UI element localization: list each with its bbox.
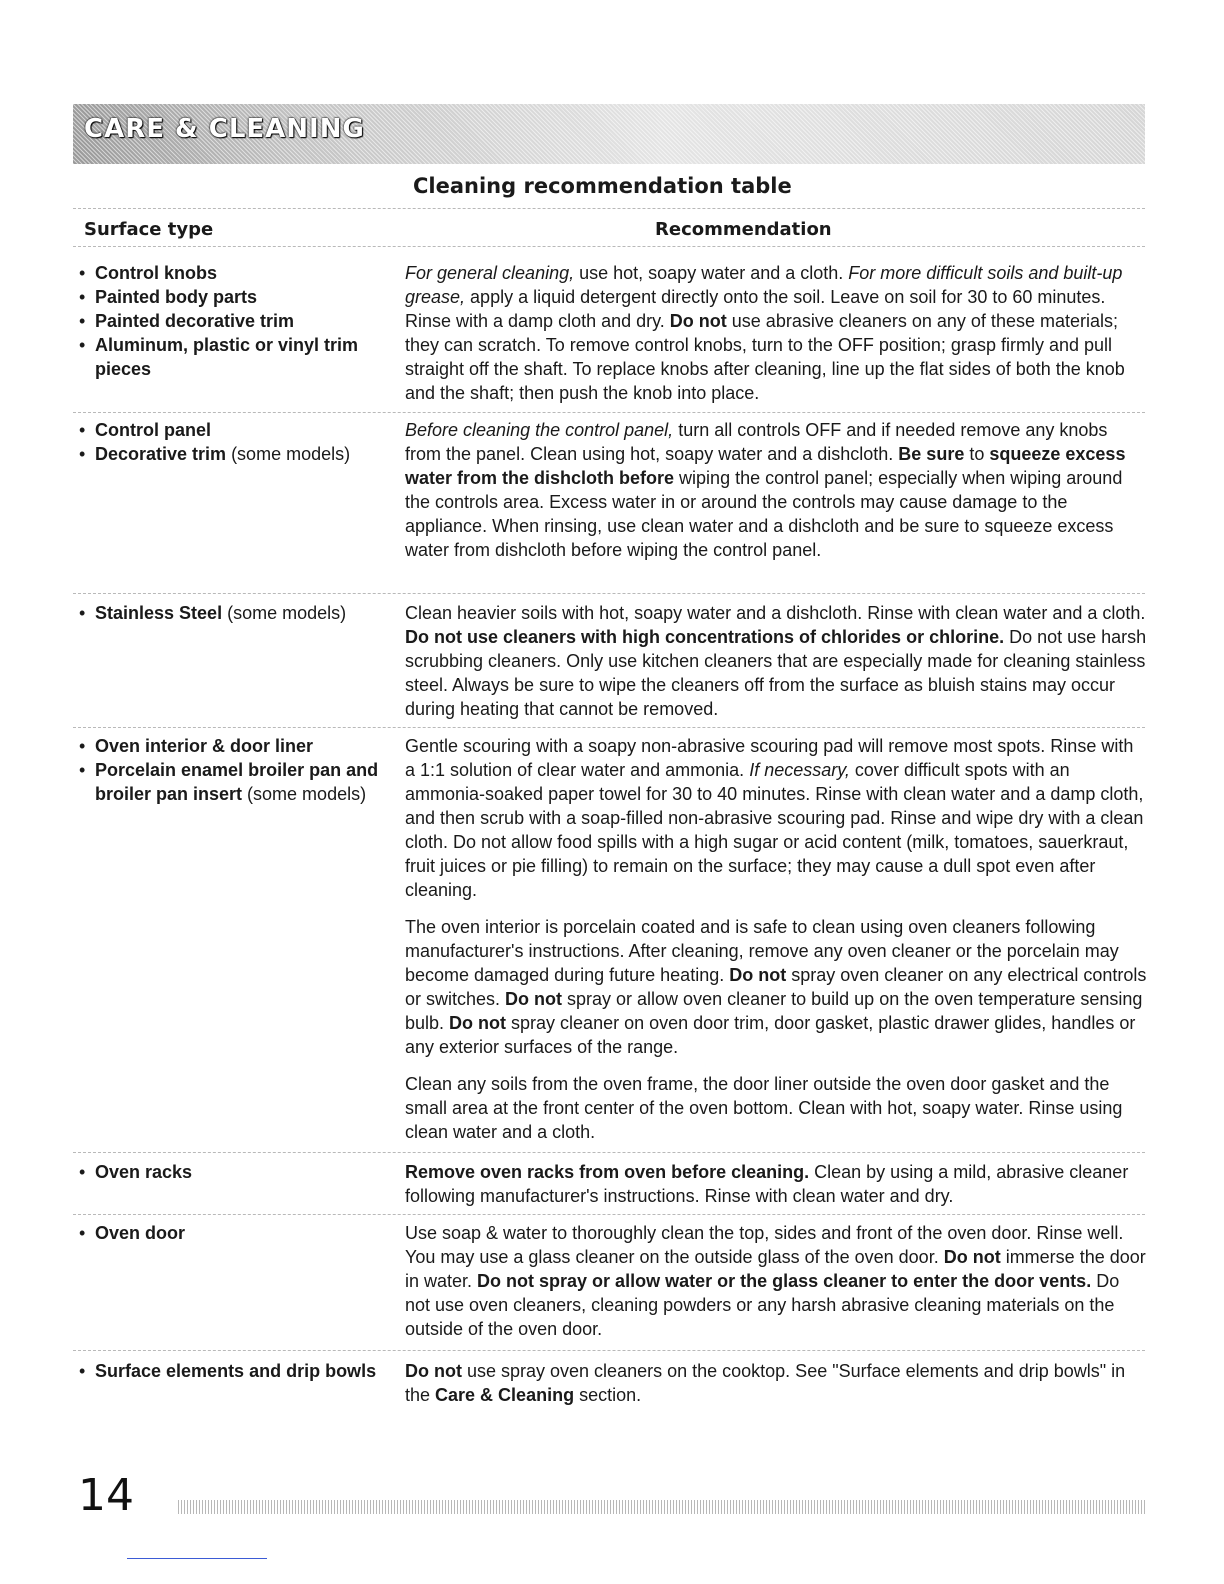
recommendation-paragraph [405, 418, 1147, 562]
surface-name: Control knobs [95, 263, 217, 283]
body-text: Gentle scouring with a soapy non-abrasive scouring pad will remove most spots. Rinse with a 1:1 solution of clear water and ammonia. [405, 736, 1134, 780]
recommendation-cell [405, 1221, 1147, 1341]
footer-bar [178, 1500, 1145, 1514]
emphasis-text: Do not [943, 1247, 1001, 1267]
surface-item [79, 1221, 399, 1245]
divider [73, 1350, 1145, 1351]
body-text: use abrasive cleaners on any of these materials; they can scratch. To remove control knobs, turn to the OFF position; grasp firmly and pull straight off the shaft. To replace knobs after cleaning, line up the flat sides of both the knob and the shaft; then push the knob into place. [405, 311, 1125, 403]
emphasis-text: Be sure [898, 444, 965, 464]
recommendation-paragraph [405, 261, 1147, 405]
recommendation-paragraph [405, 1359, 1147, 1407]
surface-name: Painted body parts [95, 287, 258, 307]
recommendation-paragraph [405, 1160, 1147, 1208]
divider [73, 593, 1145, 594]
surface-item [79, 1160, 399, 1184]
surface-name: Oven interior & door liner [95, 736, 314, 756]
emphasis-text: Care & Cleaning [435, 1385, 575, 1405]
surface-list [79, 261, 399, 381]
surface-list [79, 1221, 399, 1245]
body-text: to [964, 444, 990, 464]
surface-item [79, 261, 399, 285]
surface-list [79, 1160, 399, 1184]
emphasis-text: Do not use cleaners with high concentrations of chlorides or chlorine. [405, 627, 1005, 647]
recommendation-cell [405, 734, 1147, 1144]
recommendation-cell [405, 1160, 1147, 1208]
link-underline [127, 1558, 267, 1559]
surface-item [79, 442, 399, 466]
emphasis-text: Do not [405, 1361, 462, 1381]
surface-item [79, 309, 399, 333]
surface-item [79, 601, 399, 625]
body-text: turn all controls OFF and if needed remove any knobs from the panel. Clean using hot, soapy water and a dishcloth. [405, 420, 1108, 464]
body-text: Do not use harsh scrubbing cleaners. Only use kitchen cleaners that are especially made for cleaning stainless steel. Always be sure to wipe the cleaners off from the surface as bluish stains may occur during heating that cannot be removed. [405, 627, 1147, 719]
surface-note: (some models) [242, 784, 367, 804]
surface-item [79, 758, 399, 806]
recommendation-paragraph [405, 1072, 1147, 1144]
emphasis-text: squeeze excess water from the dishcloth before [405, 444, 1126, 488]
italic-text: Before cleaning the control panel, [405, 420, 674, 440]
divider [73, 1152, 1145, 1153]
recommendation-paragraph [405, 1221, 1147, 1341]
body-text: section. [574, 1385, 642, 1405]
body-text: cover difficult spots with an ammonia-soaked paper towel for 30 to 40 minutes. Rinse with clean water and a damp cloth, and then scrub with a soap-filled non-abrasive scouring pad. Rinse and wipe dry with a clean cloth. Do not allow food spills with a high sugar or acid content (milk, tomatoes, sauerkraut, fruit juices or pie filling) to remain on the surface; they may cause a dull spot even after cleaning. [405, 760, 1144, 900]
body-text: immerse the door in water. [405, 1247, 1146, 1291]
column-header-recommendation: Recommendation [655, 219, 832, 240]
divider [73, 246, 1145, 247]
emphasis-text: Do not spray or allow water or the glass cleaner to enter the door vents. [477, 1271, 1092, 1291]
surface-note: (some models) [226, 444, 351, 464]
recommendation-cell [405, 601, 1147, 721]
body-text: apply a liquid detergent directly onto the soil. Leave on soil for 30 to 60 minutes. Rinse with a damp cloth and dry. [405, 287, 1106, 331]
divider [73, 1214, 1145, 1215]
body-text: spray cleaner on oven door trim, door gasket, plastic drawer glides, handles or any exterior surfaces of the range. [405, 1013, 1136, 1057]
body-text: Use soap & water to thoroughly clean the top, sides and front of the oven door. Rinse well. You may use a glass cleaner on the outside glass of the oven door. [405, 1223, 1124, 1267]
surface-name: Painted decorative trim [95, 311, 295, 331]
recommendation-cell [405, 418, 1147, 562]
divider [73, 412, 1145, 413]
surface-item [79, 333, 399, 381]
surface-list [79, 1359, 399, 1383]
recommendation-cell [405, 1359, 1147, 1407]
surface-item [79, 1359, 399, 1383]
section-title: CARE & CLEANING [84, 114, 365, 144]
surface-item [79, 418, 399, 442]
recommendation-cell [405, 261, 1147, 405]
surface-name: Stainless Steel [95, 603, 223, 623]
body-text: wiping the control panel; especially when wiping around the controls area. Excess water in or around the controls may cause damage to the appliance. When rinsing, use clean water and a dishcloth and be sure to squeeze excess water from dishcloth before wiping the control panel. [405, 468, 1123, 560]
italic-text: For general cleaning, [405, 263, 575, 283]
surface-note: (some models) [222, 603, 347, 623]
body-text: Clean heavier soils with hot, soapy water and a dishcloth. Rinse with clean water and a cloth. [405, 603, 1146, 623]
body-text: spray or allow oven cleaner to build up on the oven temperature sensing bulb. [405, 989, 1143, 1033]
column-header-surface: Surface type [84, 219, 214, 240]
surface-name: Control panel [95, 420, 211, 440]
surface-item [79, 285, 399, 309]
surface-name: Surface elements and drip bowls [95, 1361, 377, 1381]
body-text: use hot, soapy water and a cloth. [574, 263, 849, 283]
emphasis-text: Do not [449, 1013, 507, 1033]
page-number: 14 [78, 1470, 134, 1521]
surface-item [79, 734, 399, 758]
recommendation-paragraph [405, 601, 1147, 721]
surface-list [79, 734, 399, 806]
body-text: spray oven cleaner on any electrical controls or switches. [405, 965, 1147, 1009]
body-text: The oven interior is porcelain coated and is safe to clean using oven cleaners following manufacturer's instructions. After cleaning, remove any oven cleaner or the porcelain may become damaged during future heating. [405, 917, 1119, 985]
body-text: Do not use oven cleaners, cleaning powders or any harsh abrasive cleaning materials on the outside of the oven door. [405, 1271, 1120, 1339]
body-text: Clean any soils from the oven frame, the door liner outside the oven door gasket and the small area at the front center of the oven bottom. Clean with hot, soapy water. Rinse using clean water and a cloth. [405, 1074, 1123, 1142]
emphasis-text: Do not [505, 989, 563, 1009]
recommendation-paragraph [405, 734, 1147, 902]
surface-name: Porcelain enamel broiler pan and broiler pan insert [95, 760, 379, 804]
divider [73, 208, 1145, 209]
emphasis-text: Do not [729, 965, 787, 985]
surface-list [79, 418, 399, 466]
emphasis-text: Do not [669, 311, 727, 331]
surface-name: Oven racks [95, 1162, 193, 1182]
emphasis-text: Remove oven racks from oven before cleaning. [405, 1162, 810, 1182]
surface-list [79, 601, 399, 625]
surface-name: Decorative trim [95, 444, 227, 464]
italic-text: For more difficult soils and built-up grease, [405, 263, 1123, 307]
recommendation-paragraph [405, 915, 1147, 1059]
body-text: use spray oven cleaners on the cooktop. See "Surface elements and drip bowls" in the [405, 1361, 1126, 1405]
italic-text: If necessary, [749, 760, 850, 780]
surface-name: Oven door [95, 1223, 186, 1243]
body-text: Clean by using a mild, abrasive cleaner following manufacturer's instructions. Rinse with clean water and dry. [405, 1162, 1129, 1206]
divider [73, 727, 1145, 728]
surface-name: Aluminum, plastic or vinyl trim pieces [95, 335, 359, 379]
table-title: Cleaning recommendation table [413, 174, 792, 198]
